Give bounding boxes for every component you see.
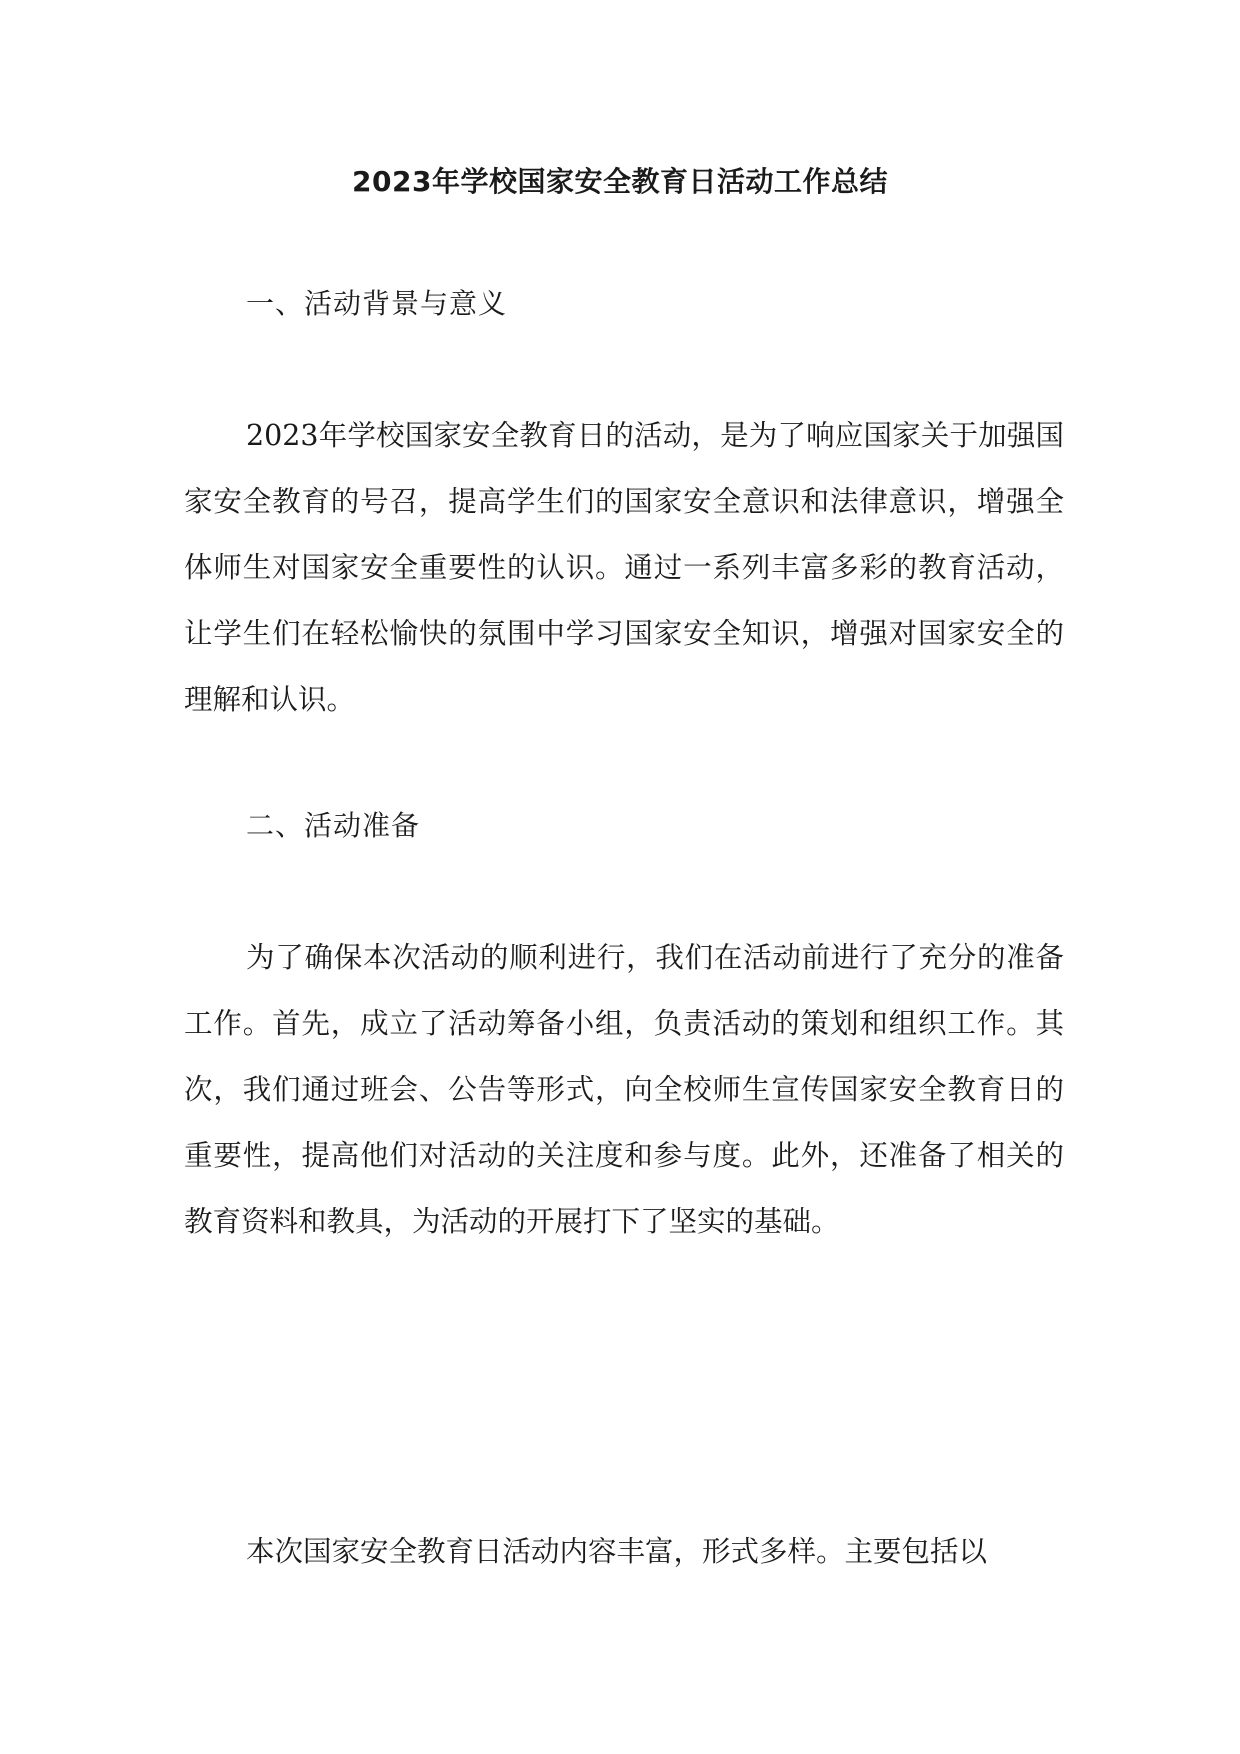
paragraph-preparation: 为了确保本次活动的顺利进行，我们在活动前进行了充分的准备工作。首先，成立了活动筹备小组，负责活动的策划和组织工作。其次，我们通过班会、公告等形式，向全校师生宣传国家安全教育日的重要性，提高他们对活动的关注度和参与度。此外，还准备了相关的教育资料和教具，为活动的开展打下了坚实的基础。 [184,941,1064,1238]
section-heading-preparation: 二、活动准备 [246,809,421,842]
paragraph-background: 2023年学校国家安全教育日的活动，是为了响应国家关于加强国家安全教育的号召，提高学生们的国家安全意识和法律意识，增强全体师生对国家安全重要性的认识。通过一系列丰富多彩的教育活动，让学生们在轻松愉快的氛围中学习国家安全知识，增强对国家安全的理解和认识。 [184,419,1064,716]
paragraph-activities: 本次国家安全教育日活动内容丰富，形式多样。主要包括以 [246,1535,988,1568]
section-heading-background: 一、活动背景与意义 [246,287,508,320]
document-title: 2023年学校国家安全教育日活动工作总结 [352,165,888,198]
